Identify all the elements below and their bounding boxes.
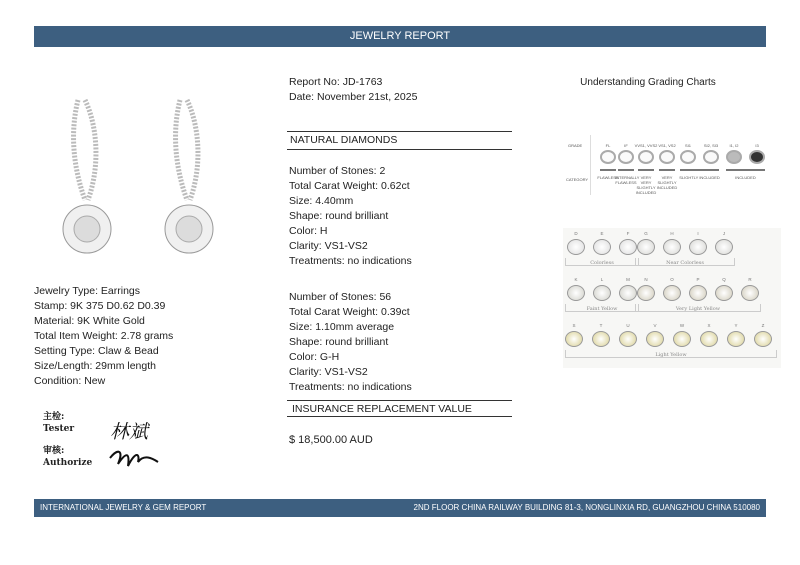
color-diamond-icon [663,239,681,255]
color-group-label: Very Light Yellow [635,304,761,312]
color-diamond-icon [567,285,585,301]
size-length: Size/Length: 29mm length [34,360,156,372]
color-letter: H [670,231,674,236]
color-letter: S [572,323,576,328]
detail-line: Shape: round brilliant [289,336,389,348]
color-letter: K [574,277,578,282]
jewelry-type: Jewelry Type: Earrings [34,285,141,297]
color-letter: N [644,277,648,282]
color-letter: M [626,277,630,282]
divider [287,131,512,132]
grade-label: VS1, VS2 [658,143,676,148]
color-diamond-icon [593,285,611,301]
category-bar [600,169,616,171]
category-label: INCLUDED [735,175,756,180]
clarity-diamond-icon [680,150,696,164]
center-stones-details [289,164,412,269]
color-grade-chart [563,228,781,368]
color-diamond-icon [646,331,664,347]
category-label: INTERNALLY FLAWLESS [615,175,640,185]
detail-line: Clarity: VS1-VS2 [289,240,368,252]
divider [287,416,512,417]
category-label: VERY VERY SLIGHTLY INCLUDED [635,175,657,195]
report-number: Report No: JD-1763 [289,76,383,88]
header-title: JEWELRY REPORT [349,30,451,42]
report-date: Date: November 21st, 2025 [289,91,418,103]
footer-address: 2ND FLOOR CHINA RAILWAY BUILDING 81-3, NONGLINXIA RD, GUANGZHOU CHINA 510080 [413,503,760,512]
color-group-label: Near Colorless [635,258,735,266]
color-diamond-icon [663,285,681,301]
color-diamond-icon [619,239,637,255]
color-letter: Q [722,277,726,282]
accent-stones-details [289,290,412,395]
detail-line: Total Carat Weight: 0.39ct [289,306,410,318]
clarity-grade-chart [563,135,781,197]
category-bar [659,169,675,171]
color-group-label: Light Yellow [565,350,777,358]
clarity-diamond-icon [618,150,634,164]
color-letter: E [600,231,604,236]
color-letter: J [722,231,726,236]
category-bar [680,169,719,171]
color-letter: O [670,277,674,282]
earrings-photo [40,92,230,257]
grade-label: FL [605,143,611,148]
detail-line: Size: 4.40mm [289,195,354,207]
color-diamond-icon [689,285,707,301]
color-letter: Z [761,323,765,328]
detail-line: Number of Stones: 56 [289,291,392,303]
authorize-cn-label: 审核: [43,446,65,456]
color-diamond-icon [727,331,745,347]
category-label: VERY SLIGHTLY INCLUDED [656,175,678,190]
color-diamond-icon [715,239,733,255]
color-diamond-icon [673,331,691,347]
color-letter: W [679,323,685,328]
category-bar [638,169,654,171]
detail-line: Color: H [289,225,328,237]
color-group-label: Faint Yellow [565,304,639,312]
clarity-diamond-icon [726,150,742,164]
setting-type: Setting Type: Claw & Bead [34,345,159,357]
color-diamond-icon [689,239,707,255]
color-letter: I [697,231,699,236]
category-label: SLIGHTLY INCLUDED [679,175,720,180]
signature-block [40,408,170,472]
grade-label: SI2, SI3 [703,143,719,148]
color-diamond-icon [567,239,585,255]
detail-line: Color: G-H [289,351,340,363]
color-diamond-icon [741,285,759,301]
detail-line: Number of Stones: 2 [289,165,386,177]
category-bar [618,169,634,171]
grade-label: VVS1, VVS2 [634,143,658,148]
natural-diamonds-title: NATURAL DIAMONDS [290,134,398,146]
color-letter: F [626,231,630,236]
tester-label: Tester [43,424,75,434]
divider [287,149,512,150]
stamp: Stamp: 9K 375 D0.62 D0.39 [34,300,166,312]
color-diamond-icon [754,331,772,347]
grade-label: I1, I2 [729,143,739,148]
category-row-label: CATEGORY [566,177,589,182]
color-letter: U [626,323,630,328]
signatures-image [108,414,164,472]
color-letter: D [574,231,578,236]
report-footer [34,499,766,517]
color-diamond-icon [593,239,611,255]
color-letter: G [644,231,648,236]
divider [287,400,512,401]
detail-line: Treatments: no indications [289,255,412,267]
color-diamond-icon [715,285,733,301]
condition: Condition: New [34,375,106,387]
color-group-label: Colorless [565,258,639,266]
detail-line: Treatments: no indications [289,381,412,393]
footer-org: INTERNATIONAL JEWELRY & GEM REPORT [40,503,207,512]
color-diamond-icon [700,331,718,347]
material: Material: 9K White Gold [34,315,145,327]
color-letter: R [748,277,752,282]
svg-text:林斌: 林斌 [110,421,149,443]
grade-row-label: GRADE [568,143,583,148]
category-bar [726,169,765,171]
item-weight: Total Item Weight: 2.78 grams [34,330,174,342]
grade-label: I3 [755,143,759,148]
insurance-title: INSURANCE REPLACEMENT VALUE [292,403,472,415]
color-letter: L [600,277,604,282]
color-letter: T [599,323,603,328]
color-diamond-icon [619,285,637,301]
color-letter: Y [734,323,738,328]
detail-line: Size: 1.10mm average [289,321,395,333]
color-diamond-icon [565,331,583,347]
color-letter: V [653,323,657,328]
color-letter: P [696,277,700,282]
detail-line: Shape: round brilliant [289,210,389,222]
report-info [289,75,417,105]
report-header [34,26,766,47]
grade-label: SI1 [684,143,691,148]
color-diamond-icon [592,331,610,347]
clarity-diamond-icon [638,150,654,164]
clarity-diamond-icon [749,150,765,164]
color-diamond-icon [619,331,637,347]
color-diamond-icon [637,239,655,255]
color-letter: X [707,323,711,328]
category-label: FLAWLESS [597,175,619,180]
detail-line: Total Carat Weight: 0.62ct [289,180,410,192]
grade-label: IF [624,143,628,148]
item-details [34,284,173,389]
clarity-diamond-icon [600,150,616,164]
clarity-diamond-icon [703,150,719,164]
color-diamond-icon [637,285,655,301]
authorize-label: Authorize [43,458,93,468]
insurance-value: $ 18,500.00 AUD [289,434,373,446]
tester-cn-label: 主检: [43,412,65,422]
clarity-diamond-icon [659,150,675,164]
detail-line: Clarity: VS1-VS2 [289,366,368,378]
grading-charts-title: Understanding Grading Charts [580,77,716,88]
